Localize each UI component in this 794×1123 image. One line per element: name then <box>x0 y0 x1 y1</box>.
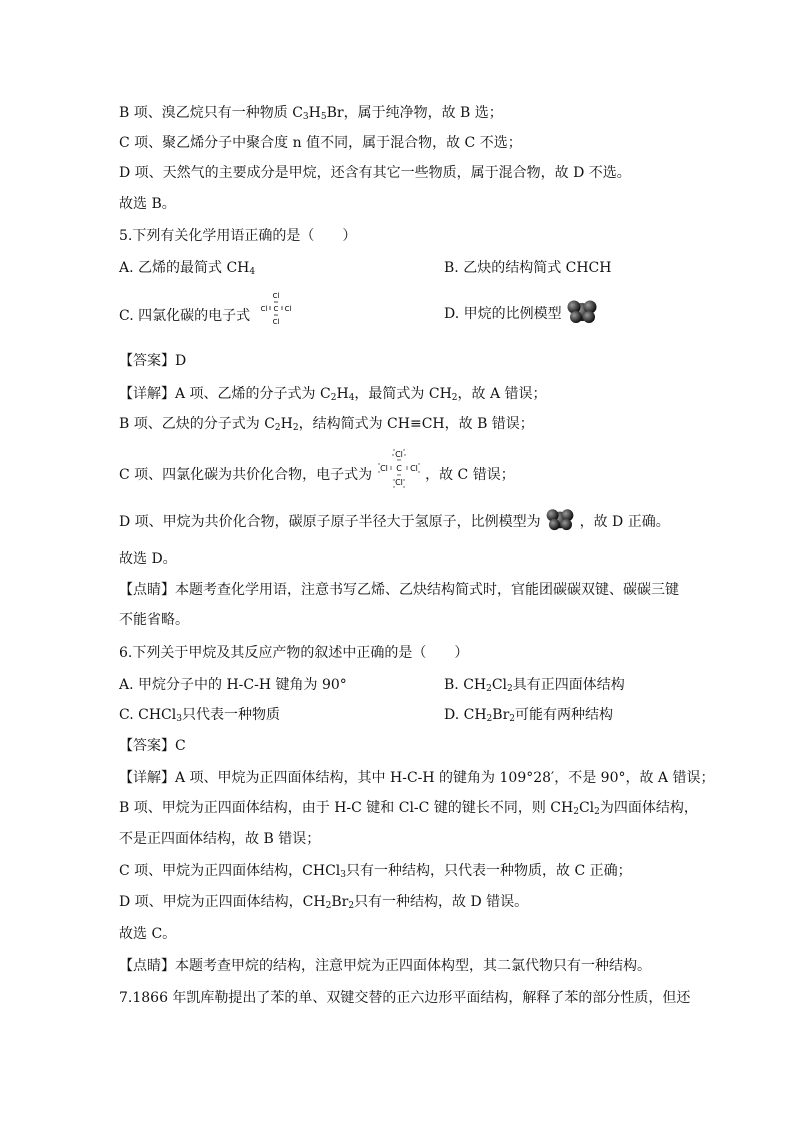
question-7-stem: 7.1866 年凯库勒提出了苯的单、双键交替的正六边形平面结构，解释了苯的部分性质，但还 <box>119 990 691 1006</box>
methane-space-filling-model-icon-2 <box>545 507 575 531</box>
q6-option-d: D. $CH_2Br_2$可能有两种结构 <box>444 707 613 724</box>
q5-detail-b: B 项、乙炔的分子式为 $C_2H_2$，结构简式为 CH≡CH，故 B 错误； <box>119 416 534 433</box>
q6-detail-a: 【详解】A 项、甲烷为正四面体结构，其中 H-C-H 的键角为 109°28′，不是 90°，故 A 错误； <box>119 770 715 786</box>
q6-option-c: C. CHCl$_3$只代表一种物质 <box>119 707 280 724</box>
q6-detail-c: C 项、甲烷为正四面体结构，CHCl$_3$只有一种结构，只代表一种物质，故 C 正确； <box>119 863 632 880</box>
ccl4-cl-left: Cl <box>260 305 267 313</box>
explanation-line-b: B 项、溴乙烷只有一种物质 $C_3H_5Br$，属于纯净物，故 B 选； <box>119 105 503 122</box>
ccl4-full-cl-left: Cl <box>379 464 388 473</box>
ccl4-cl-bottom: Cl <box>272 318 279 326</box>
q6-option-a: A. 甲烷分子中的 H-C-H 键角为 90° <box>119 677 347 693</box>
ccl4-c-center: C <box>273 305 279 313</box>
q5-tip-line-1: 【点睛】本题考查化学用语，注意书写乙烯、乙炔结构简式时，官能团碳碳双键、碳碳三键 <box>119 582 679 598</box>
ccl4-electron-formula-small <box>259 290 293 328</box>
ccl4-full-cl-right: Cl <box>409 464 418 473</box>
q5-option-d: D. 甲烷的比例模型 <box>444 304 598 324</box>
ccl4-electron-formula-full <box>377 447 421 489</box>
ccl4-full-cl-top: Cl <box>394 450 403 459</box>
q6-tip: 【点睛】本题考查甲烷的结构，注意甲烷为正四面体构型，其二氯代物只有一种结构。 <box>119 958 651 974</box>
q6-conclusion: 故选 C。 <box>119 926 177 942</box>
methane-space-filling-model-icon <box>566 298 598 324</box>
q6-answer: 【答案】C <box>119 738 186 754</box>
explanation-line-d: D 项、天然气的主要成分是甲烷，还含有其它一些物质，属于混合物，故 D 不选。 <box>119 165 631 181</box>
ccl4-cl-top: Cl <box>272 292 279 300</box>
question-6-stem: 6.下列关于甲烷及其反应产物的叙述中正确的是（ ） <box>119 645 469 661</box>
q5-option-c: C. 四氯化碳的电子式 Cl Cl C Cl Cl <box>119 292 291 326</box>
q5-conclusion: 故选 D。 <box>119 551 177 567</box>
q6-detail-d: D 项、甲烷为正四面体结构，$CH_2Br_2$只有一种结构，故 D 错误。 <box>119 894 529 911</box>
explanation-line-c: C 项、聚乙烯分子中聚合度 n 值不同，属于混合物，故 C 不选； <box>119 135 522 151</box>
q5-option-b: B. 乙炔的结构简式 CHCH <box>444 260 612 276</box>
q6-detail-b: B 项、甲烷为正四面体结构，由于 H-C 键和 Cl-C 键的键长不同，则 $CH_2Cl_2$为四面体结构， <box>119 800 698 817</box>
conclusion-line: 故选 B。 <box>119 196 176 212</box>
question-5-stem: 5.下列有关化学用语正确的是（ ） <box>119 228 357 244</box>
q5-tip-line-2: 不能省略。 <box>119 612 189 628</box>
ccl4-cl-right: Cl <box>284 305 291 313</box>
q5-answer: 【答案】D <box>119 353 187 369</box>
q5-option-a: A. 乙烯的最简式 $CH_4$ <box>119 260 256 277</box>
q6-option-b: B. $CH_2Cl_2$具有正四面体结构 <box>444 677 625 694</box>
ccl4-full-c: C <box>395 464 402 473</box>
q5-detail-d: D 项、甲烷为共价化合物，碳原子原子半径大于氢原子，比例模型为 ，故 D 正确。 <box>119 513 670 531</box>
ccl4-full-cl-bottom: Cl <box>394 478 403 487</box>
q5-detail-a: 【详解】A 项、乙烯的分子式为 $C_2H_4$，最简式为 $CH_2$，故 A 错误； <box>119 386 547 403</box>
q5-detail-c: C 项、四氯化碳为共价化合物，电子式为 Cl Cl C Cl Cl ，故 C 错误； <box>119 461 515 489</box>
q6-detail-b-cont: 不是正四面体结构，故 B 错误； <box>119 831 321 847</box>
